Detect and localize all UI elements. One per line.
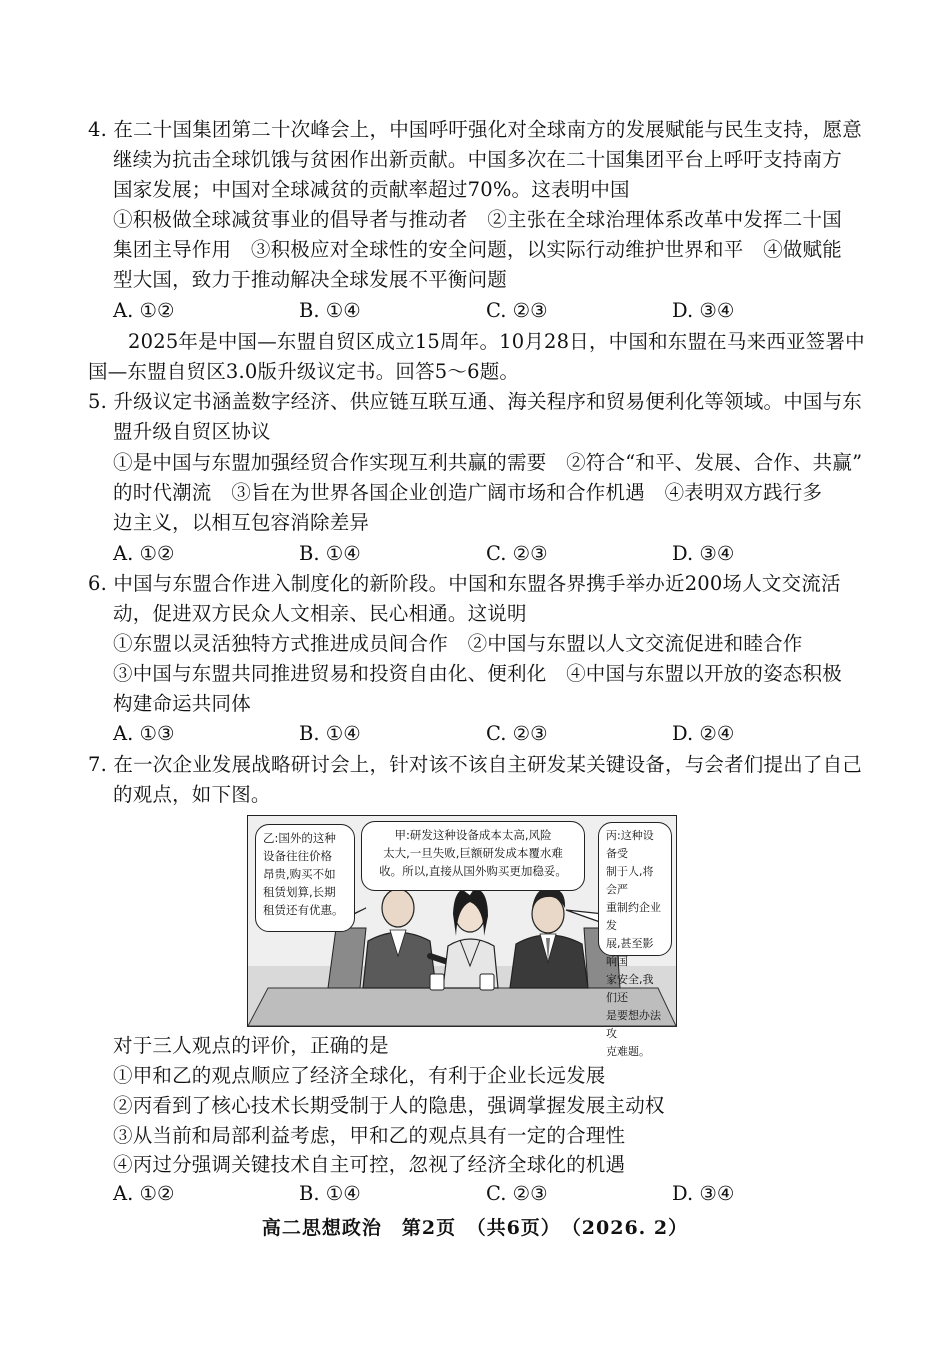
q5-line: 的时代潮流 ③旨在为世界各国企业创造广阔市场和合作机遇 ④表明双方践行多	[113, 481, 823, 504]
q7-option-b[interactable]: B. ①④	[299, 1182, 361, 1205]
q4-line: ①积极做全球减贫事业的倡导者与推动者 ②主张在全球治理体系改革中发挥二十国	[113, 208, 842, 231]
q4-line: 国家发展；中国对全球减贫的贡献率超过70%。这表明中国	[113, 178, 630, 201]
q6-line: 动，促进双方民众人文相亲、民心相通。这说明	[113, 602, 527, 625]
page-footer: 高二思想政治 第2页 （共6页） （2026. 2）	[261, 1217, 689, 1239]
intro-line: 国—东盟自贸区3.0版升级议定书。回答5～6题。	[88, 360, 520, 383]
q7-option-d[interactable]: D. ③④	[672, 1182, 735, 1205]
q7-statement: ④丙过分强调关键技术自主可控，忽视了经济全球化的机遇	[113, 1153, 626, 1176]
q4-line: 集团主导作用 ③积极应对全球性的安全问题，以实际行动维护世界和平 ④做赋能	[113, 238, 842, 261]
q4-option-c[interactable]: C. ②③	[486, 299, 548, 322]
q7-line: 7. 在一次企业发展战略研讨会上，针对该不该自主研发某关键设备，与会者们提出了自己	[88, 753, 863, 776]
q7-option-c[interactable]: C. ②③	[486, 1182, 548, 1205]
q5-line: 5. 升级议定书涵盖数字经济、供应链互联互通、海关程序和贸易便利化等领域。中国与东	[88, 390, 863, 413]
q6-line: ①东盟以灵活独特方式推进成员间合作 ②中国与东盟以人文交流促进和睦合作	[113, 632, 803, 655]
speech-bubble-jia: 甲:研发这种设备成本太高,风险 太大,一旦失败,巨额研发成本覆水难 收。所以,直接从国外购买更加稳妥。	[361, 821, 585, 891]
speech-bubble-yi: 乙:国外的这种 设备往往价格 昂贵,购买不如 租赁划算,长期 租赁还有优惠。	[255, 824, 355, 932]
q5-line: ①是中国与东盟加强经贸合作实现互利共赢的需要 ②符合“和平、发展、合作、共赢”	[113, 451, 863, 474]
q6-line: ③中国与东盟共同推进贸易和投资自由化、便利化 ④中国与东盟以开放的姿态积极	[113, 662, 842, 685]
q4-option-b[interactable]: B. ①④	[299, 299, 361, 322]
q5-option-a[interactable]: A. ①②	[113, 542, 175, 565]
q6-option-b[interactable]: B. ①④	[299, 722, 361, 745]
q6-option-a[interactable]: A. ①③	[113, 722, 175, 745]
q4-option-d[interactable]: D. ③④	[672, 299, 735, 322]
q5-option-b[interactable]: B. ①④	[299, 542, 361, 565]
q6-option-d[interactable]: D. ②④	[672, 722, 735, 745]
q6-line: 6. 中国与东盟合作进入制度化的新阶段。中国和东盟各界携手举办近200场人文交流活	[88, 572, 841, 595]
q7-option-a[interactable]: A. ①②	[113, 1182, 175, 1205]
speech-bubble-bing: 丙:这种设备受 制于人,将会严 重制约企业发 展,甚至影响国 家安全,我们还 是要想办法攻 克难题。	[598, 822, 672, 956]
q6-line: 构建命运共同体	[113, 692, 251, 715]
q7-line: 的观点，如下图。	[113, 783, 271, 806]
q4-line: 继续为抗击全球饥饿与贫困作出新贡献。中国多次在二十国集团平台上呼吁支持南方	[113, 148, 842, 171]
q7-statement: ①甲和乙的观点顺应了经济全球化，有利于企业长远发展	[113, 1064, 606, 1087]
intro-line: 2025年是中国—东盟自贸区成立15周年。10月28日，中国和东盟在马来西亚签署中	[128, 330, 865, 353]
q4-line: 型大国，致力于推动解决全球发展不平衡问题	[113, 268, 508, 291]
q5-option-c[interactable]: C. ②③	[486, 542, 548, 565]
q5-line: 盟升级自贸区协议	[113, 420, 271, 443]
q4-line: 4. 在二十国集团第二十次峰会上，中国呼吁强化对全球南方的发展赋能与民生支持，愿意	[88, 118, 863, 141]
q4-option-a[interactable]: A. ①②	[113, 299, 175, 322]
q7-statement: ③从当前和局部利益考虑，甲和乙的观点具有一定的合理性	[113, 1124, 626, 1147]
q5-line: 边主义，以相互包容消除差异	[113, 511, 370, 534]
q6-option-c[interactable]: C. ②③	[486, 722, 548, 745]
q5-option-d[interactable]: D. ③④	[672, 542, 735, 565]
q7-statement: ②丙看到了核心技术长期受制于人的隐患，强调掌握发展主动权	[113, 1094, 665, 1117]
q7-stem: 对于三人观点的评价，正确的是	[113, 1034, 389, 1057]
